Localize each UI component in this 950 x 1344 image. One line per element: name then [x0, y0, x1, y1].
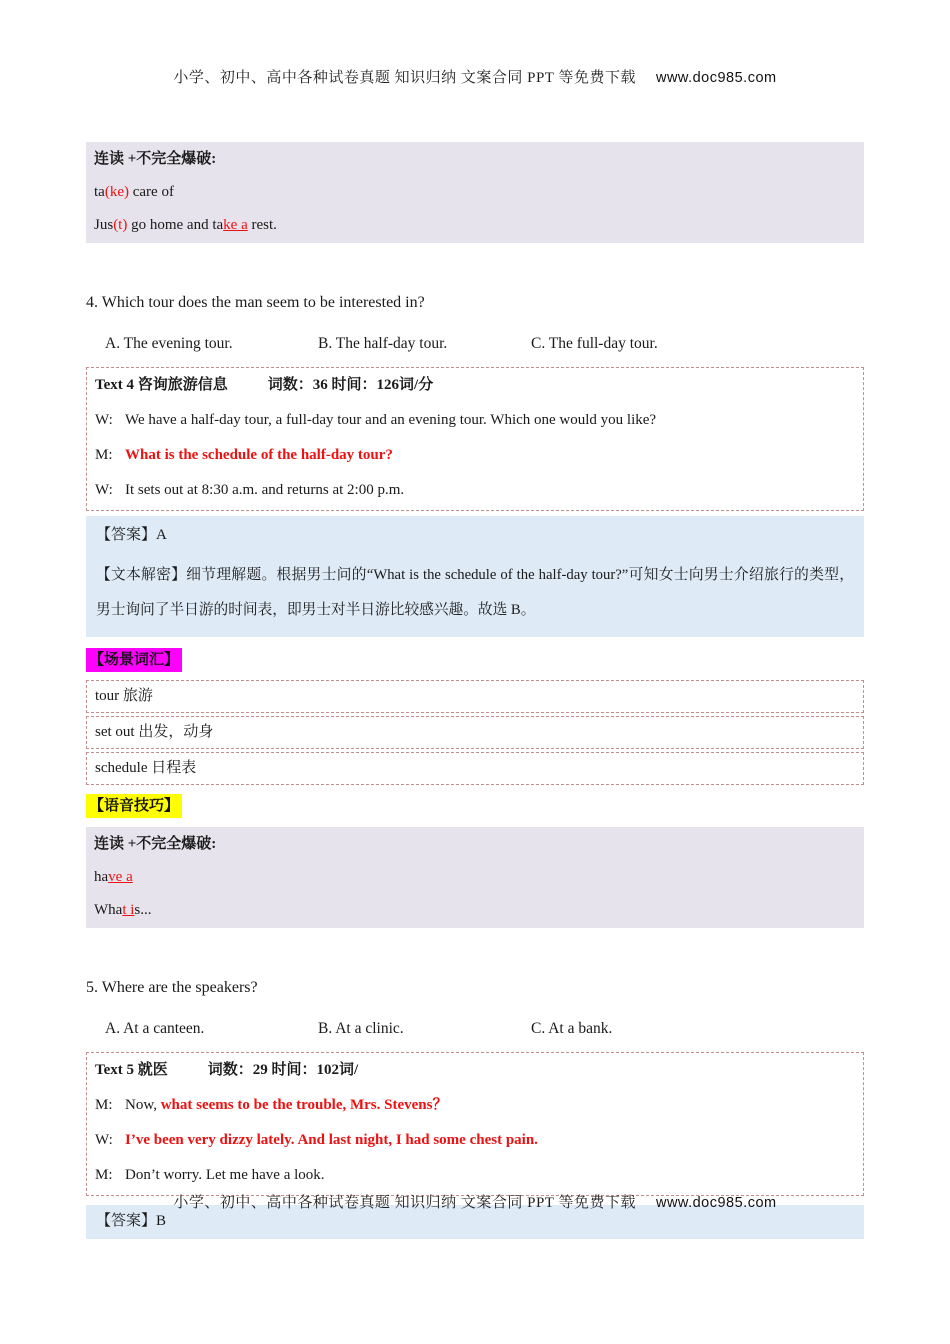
page-header [0, 66, 950, 87]
option-c: C. At a bank. [531, 1020, 613, 1037]
vocab-item: schedule 日程表 [86, 752, 864, 785]
footer-url-link[interactable]: www.doc985.com [655, 1195, 777, 1211]
question-5-options [105, 1018, 864, 1039]
question-4-options [105, 333, 864, 354]
header-text: 小学、初中、高中各种试卷真题 知识归纳 文案合同 PPT 等免费下载 [173, 70, 636, 86]
analysis-text: 【文本解密】细节理解题。根据男士问的“What is the schedule of the half-day tour?”可知女士向男士介绍旅行的类型，男士询问了半日游的时间表，即男士对半日游比较感兴趣。故选 B。 [96, 567, 854, 618]
option-b: B. At a clinic. [318, 1020, 404, 1037]
dialogue-text: We have a half-day tour, a full-day tour and an evening tour. Which one would you like? [125, 412, 657, 428]
header-url-link[interactable]: www.doc985.com [655, 70, 777, 86]
text4-title-line [95, 374, 855, 397]
vocab-item: tour 旅游 [86, 680, 864, 713]
red-underlined-text: t i [122, 902, 135, 918]
phonics-line [94, 181, 856, 203]
dialogue-text: Now, [125, 1097, 161, 1113]
phonics-heading: 连读 +不完全爆破: [94, 836, 217, 852]
scene-vocab-label: 【场景词汇】 [86, 648, 182, 672]
plain-text: care of [128, 184, 174, 200]
plain-text: ha [94, 869, 109, 885]
red-underlined-text: ke a [223, 217, 248, 233]
answer-label: 【答案】A [96, 527, 167, 543]
vocab-item: set out 出发，动身 [86, 716, 864, 749]
speaker-label: W: [95, 412, 113, 428]
dialogue-line [95, 1129, 855, 1152]
speaker-label: M: [95, 447, 113, 463]
dialogue-text-red: What is the schedule of the half-day tour? [125, 447, 393, 463]
plain-text: s... [134, 902, 152, 918]
question-4: 4. Which tour does the man seem to be interested in? [86, 294, 425, 311]
speaker-label: M: [95, 1097, 113, 1113]
phonetic-tip-label: 【语音技巧】 [86, 794, 182, 818]
footer-text: 小学、初中、高中各种试卷真题 知识归纳 文案合同 PPT 等免费下载 [173, 1195, 636, 1211]
phonics-box-1 [86, 142, 864, 243]
plain-text: ta [94, 184, 105, 200]
speaker-label: W: [95, 1132, 113, 1148]
dialogue-line [95, 1164, 855, 1187]
dialogue-text: It sets out at 8:30 a.m. and returns at 2:00 p.m. [125, 482, 405, 498]
plain-text: Jus [94, 217, 114, 233]
dialogue-line [95, 479, 855, 502]
option-b: B. The half-day tour. [318, 335, 448, 352]
dialogue-line [95, 444, 855, 467]
text5-box [86, 1052, 864, 1196]
scene-vocab-section [86, 637, 864, 785]
phonics-line [94, 866, 856, 888]
dialogue-text-red: I’ve been very dizzy lately. And last night, I had some chest pain. [125, 1132, 538, 1148]
option-c: C. The full-day tour. [531, 335, 658, 352]
phonics-heading: 连读 +不完全爆破: [94, 151, 217, 167]
dialogue-text: Don’t worry. Let me have a look. [125, 1167, 325, 1183]
speaker-label: W: [95, 482, 113, 498]
phonics-line [94, 214, 856, 236]
phonetic-tip-section [86, 785, 864, 818]
plain-text: rest. [247, 217, 277, 233]
text4-title: Text 4 咨询旅游信息 [95, 377, 228, 393]
text4-box [86, 367, 864, 511]
red-underlined-text: ve a [108, 869, 133, 885]
page-footer [0, 1191, 950, 1212]
text5-title-line [95, 1059, 855, 1082]
text4-meta: 词数：36 时间：126词/分 [267, 377, 434, 393]
dialogue-text-red: what seems to be the trouble, Mrs. Stevens？ [160, 1097, 448, 1113]
plain-text: go home and ta [127, 217, 224, 233]
red-text: (t) [113, 217, 128, 233]
document-content [86, 142, 864, 1239]
text5-title: Text 5 就医 [95, 1062, 168, 1078]
plain-text: Wha [94, 902, 123, 918]
dialogue-line [95, 409, 855, 432]
answer-box-4 [86, 516, 864, 637]
question-5: 5. Where are the speakers? [86, 979, 258, 996]
option-a: A. The evening tour. [105, 335, 233, 352]
phonics-box-2 [86, 827, 864, 928]
option-a: A. At a canteen. [105, 1020, 205, 1037]
text5-meta: 词数：29 时间：102词/ [207, 1062, 359, 1078]
dialogue-line [95, 1094, 855, 1117]
phonics-line [94, 899, 856, 921]
speaker-label: M: [95, 1167, 113, 1183]
red-text: (ke) [104, 184, 129, 200]
answer-label: 【答案】B [96, 1213, 167, 1229]
